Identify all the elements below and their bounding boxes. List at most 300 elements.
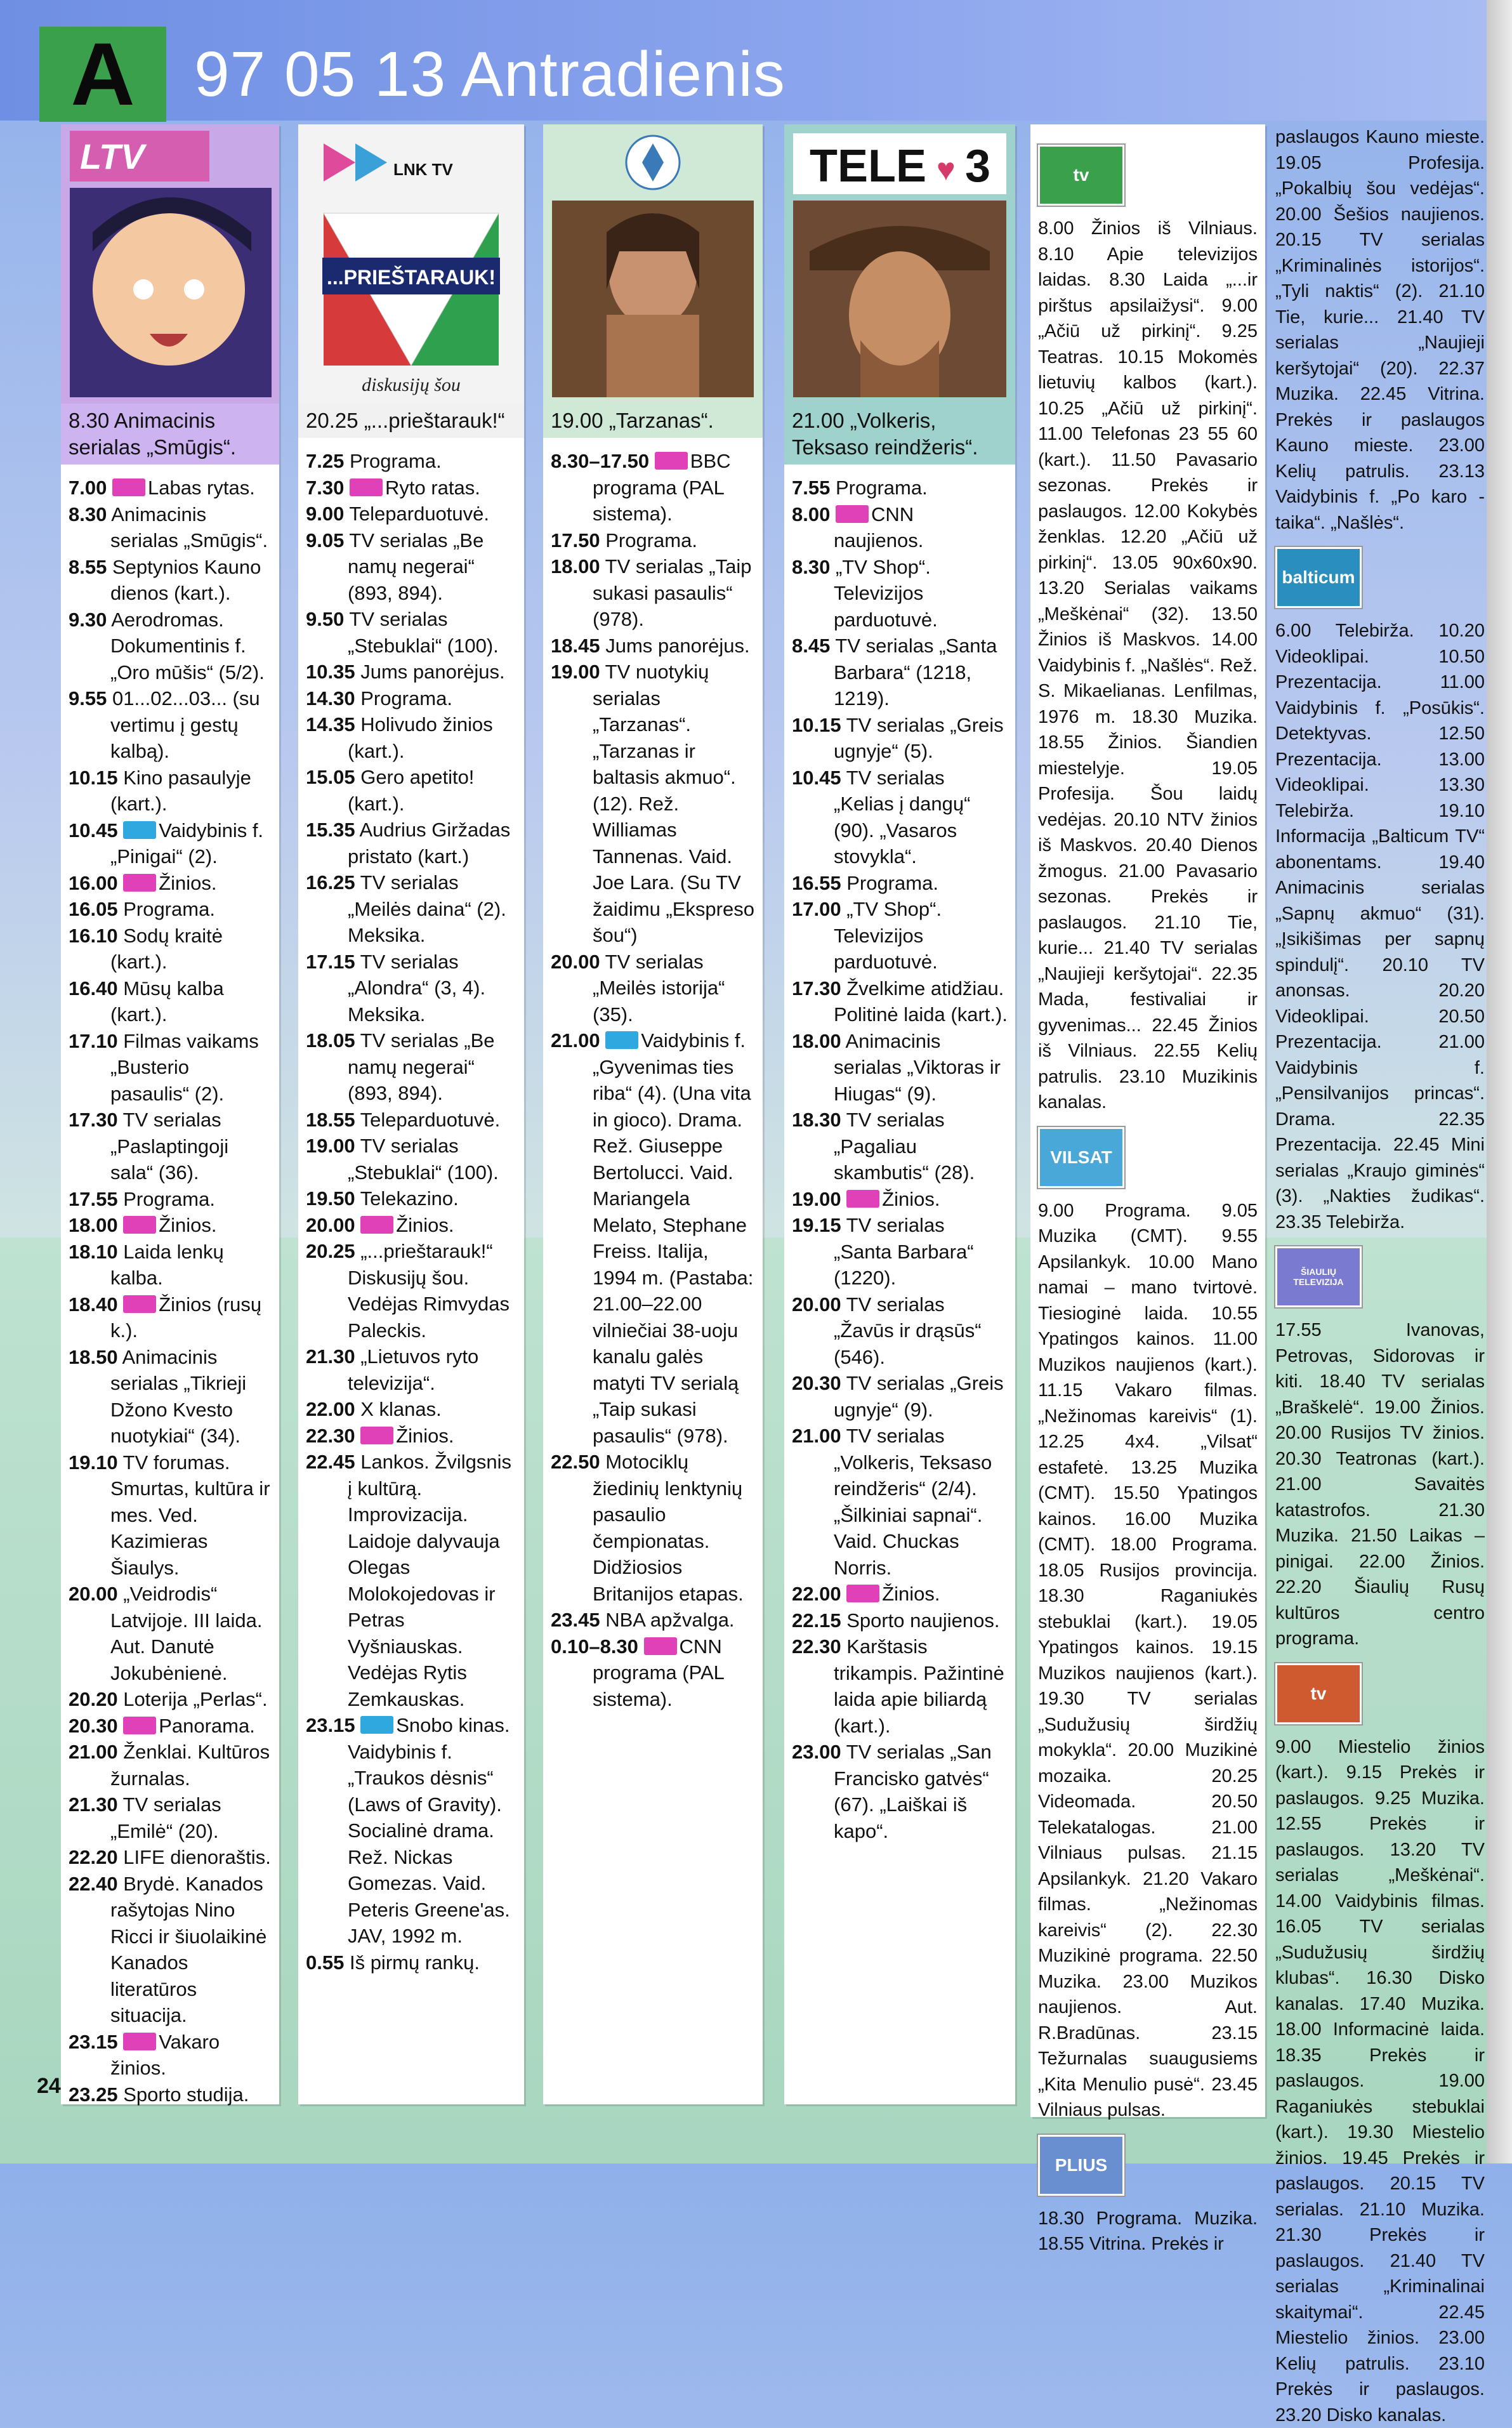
program-text: Telekazino.: [360, 1187, 459, 1210]
program-entry: [69, 1344, 272, 1449]
btv-logo-box: [543, 124, 763, 404]
lnk-logo-sign: ...PRIEŠTARAUK!: [327, 266, 496, 289]
program-text: Programa.: [605, 529, 697, 551]
channel-column-btv: [543, 124, 763, 2104]
program-time: 19.50: [306, 1187, 355, 1210]
channel-logo-text: tv: [1074, 165, 1089, 185]
program-text: TV serialas „Stebuklai“ (100).: [348, 608, 499, 657]
program-entry: [306, 501, 516, 527]
tv-icon: [846, 1585, 879, 1602]
program-text: Panorama.: [159, 1715, 255, 1737]
program-entry: [792, 1028, 1008, 1107]
program-text: Programa.: [836, 477, 928, 499]
program-text: Kino pasaulyje (kart.).: [110, 767, 251, 815]
program-time: 18.30: [792, 1109, 841, 1131]
program-entry: [551, 1027, 755, 1449]
program-time: 9.30: [69, 609, 107, 631]
program-entry: [306, 1712, 516, 1950]
program-entry: [551, 949, 755, 1028]
program-text: Holivudo žinios (kart.).: [348, 713, 493, 762]
program-entry: [551, 1607, 755, 1633]
program-entry: [69, 1449, 272, 1581]
program-text: Jums panorėjus.: [605, 635, 749, 657]
channel-logo: [1275, 547, 1362, 608]
program-time: 8.45: [792, 635, 830, 657]
program-time: 21.00: [792, 1425, 841, 1447]
program-entry: [306, 527, 516, 607]
btv-program-list: [551, 448, 755, 1712]
program-entry: [306, 817, 516, 869]
program-text: TV serialas „Taip sukasi pasaulis“ (978).: [593, 555, 752, 630]
tv-icon: [644, 1637, 677, 1655]
program-entry: [551, 1633, 755, 1713]
svg-text:TELE: TELE: [810, 141, 926, 192]
program-text: Žinios.: [159, 872, 216, 894]
program-entry: [551, 553, 755, 633]
regional-schedule: 18.30 Programa. Muzika. 18.55 Vitrina. Prekės ir: [1038, 2206, 1258, 2257]
program-text: Laida lenkų kalba.: [110, 1241, 224, 1290]
program-entry: [792, 1291, 1008, 1371]
program-entry: [551, 633, 755, 659]
program-text: Animacinis serialas „Smūgis“.: [110, 503, 268, 552]
program-time: 0.55: [306, 1951, 344, 1974]
program-entry: [69, 1713, 272, 1739]
program-time: 22.00: [306, 1398, 355, 1420]
program-entry: [306, 1396, 516, 1423]
program-text: TV serialas „Be namų negerai“ (893, 894).: [348, 1029, 495, 1104]
program-entry: [792, 712, 1008, 765]
program-entry: [69, 1291, 272, 1344]
program-text: Lankos. Žvilgsnis į kultūrą. Improvizacija. Laidoje dalyvauja Olegas Molokojedovas ir Petras Vyšniauskas. Vedėjas Rytis Zemkauskas.: [348, 1451, 511, 1710]
program-text: Vaidybinis f. „Pinigai“ (2).: [110, 819, 263, 868]
program-entry: [551, 448, 755, 527]
program-text: Audrius Giržadas pristato (kart.): [348, 819, 510, 868]
program-text: Snobo kinas. Vaidybinis f. „Traukos dėsnis“ (Laws of Gravity). Socialinė drama. Rež. Nickas Gomezas. Vaid. Peteris Greene'as. JAV, 1992 m.: [348, 1714, 510, 1947]
tv-icon: [846, 1190, 879, 1208]
program-time: 7.30: [306, 477, 344, 499]
program-time: 18.00: [792, 1030, 841, 1052]
program-text: Ryto ratas.: [385, 477, 480, 499]
program-entry: [792, 870, 1008, 897]
program-time: 17.50: [551, 529, 600, 551]
program-text: Sodų kraitė (kart.).: [110, 925, 223, 973]
program-time: 8.30: [69, 503, 107, 525]
program-time: 17.00: [792, 898, 841, 920]
page-title: 97 05 13 Antradienis: [194, 38, 786, 111]
program-entry: [551, 659, 755, 949]
program-entry: [306, 1950, 516, 1976]
program-time: 19.00: [792, 1188, 841, 1210]
program-text: TV serialas „Meilės istorija“ (35).: [593, 951, 725, 1026]
program-time: 10.45: [792, 767, 841, 789]
program-text: Vakaro žinios.: [110, 2031, 220, 2080]
program-text: TV serialas „Greis ugnyje“ (5).: [834, 714, 1004, 763]
program-entry: [792, 501, 1008, 554]
program-entry: [792, 1633, 1008, 1739]
program-entry: [69, 1239, 272, 1291]
channel-logo-text: PLIUS: [1055, 2155, 1107, 2175]
program-time: 23.00: [792, 1741, 841, 1763]
program-time: 23.25: [69, 2083, 118, 2106]
channel-logo-text: tv: [1311, 1684, 1327, 1704]
film-icon: [605, 1031, 638, 1049]
tv-icon: [112, 478, 145, 496]
program-time: 18.45: [551, 635, 600, 657]
program-entry: [792, 765, 1008, 870]
program-entry: [69, 1871, 272, 2029]
program-time: 22.40: [69, 1873, 118, 1895]
lnk-logo-sub: diskusijų šou: [362, 374, 461, 395]
film-icon: [360, 1716, 393, 1734]
lnk-program-list: [306, 448, 516, 1976]
program-text: BBC programa (PAL sistema).: [593, 450, 731, 525]
tele3-highlight: 21.00 „Volkeris, Teksaso reindžeris“.: [784, 404, 1015, 465]
program-entry: [69, 1686, 272, 1713]
program-text: TV nuotykių serialas „Tarzanas“. „Tarzanas ir baltasis akmuo“. (12). Rež. Williamas Tannenas. Vaid. Joe Lara. (Su TV žaidimu „Ekspreso šou“): [593, 661, 754, 946]
program-entry: [69, 501, 272, 554]
program-text: TV serialas „Alondra“ (3, 4). Meksika.: [348, 951, 485, 1026]
channel-column-tele3: [784, 124, 1015, 2104]
regional-column-right: [1275, 124, 1485, 2428]
program-time: 21.30: [69, 1793, 118, 1816]
program-text: Aerodromas. Dokumentinis f. „Oro mūšis“ (5/2).: [110, 609, 265, 683]
channel-logo: [1275, 1663, 1362, 1724]
program-entry: [69, 896, 272, 923]
program-time: 22.30: [306, 1425, 355, 1447]
program-text: Brydė. Kanados rašytojas Nino Ricci ir šiuolaikinė Kanados literatūros situacija.: [110, 1873, 266, 2027]
ltv-logo-box: [61, 124, 279, 404]
program-time: 17.10: [69, 1030, 118, 1052]
program-text: X klanas.: [360, 1398, 442, 1420]
program-time: 20.30: [69, 1715, 118, 1737]
tv-icon: [360, 1427, 393, 1444]
program-time: 8.30: [792, 556, 830, 578]
program-time: 18.55: [306, 1109, 355, 1131]
program-text: TV serialas „Pagaliau skambutis“ (28).: [834, 1109, 975, 1184]
svg-text:LTV: LTV: [80, 136, 147, 176]
program-entry: [792, 1581, 1008, 1607]
regional-column-left: [1030, 124, 1265, 2117]
program-time: 18.00: [69, 1214, 118, 1236]
program-text: Žinios.: [882, 1188, 940, 1210]
program-entry: [306, 659, 516, 685]
tv-icon: [123, 874, 156, 892]
program-time: 22.15: [792, 1609, 841, 1632]
program-time: 10.15: [792, 714, 841, 736]
program-entry: [792, 1186, 1008, 1213]
program-time: 17.30: [792, 977, 841, 1000]
channel-logo: [1275, 1246, 1362, 1307]
ltv-program-list: [69, 475, 272, 2108]
program-entry: [69, 554, 272, 607]
program-entry: [69, 975, 272, 1028]
program-text: TV serialas „Emilė“ (20).: [110, 1793, 221, 1842]
program-entry: [792, 475, 1008, 501]
program-text: CNN programa (PAL sistema).: [593, 1635, 724, 1710]
program-text: „...prieštarauk!“ Diskusijų šou. Vedėjas Rimvydas Paleckis.: [348, 1240, 509, 1342]
program-entry: [792, 1107, 1008, 1186]
program-text: „Veidrodis“ Latvijoje. III laida. Aut. Danutė Jokubėnienė.: [110, 1583, 263, 1684]
program-time: 19.00: [551, 661, 600, 683]
program-text: Žinios (rusų k.).: [110, 1293, 261, 1342]
program-time: 18.50: [69, 1346, 118, 1368]
program-time: 18.05: [306, 1029, 355, 1052]
tv-icon: [123, 1295, 156, 1313]
program-time: 7.25: [306, 450, 344, 472]
program-time: 20.00: [551, 951, 600, 973]
program-entry: [792, 1423, 1008, 1581]
program-time: 22.00: [792, 1583, 841, 1605]
program-entry: [792, 1212, 1008, 1291]
regional-schedule: 9.00 Miestelio žinios (kart.). 9.15 Prekės ir paslaugos. 9.25 Muzika. 12.55 Prekės ir paslaugos. 13.20 TV serialas „Meškėnai“. 14.00 Vaidybinis filmas. 16.05 TV serialas „Sudužusių širdžių klubas“. 16.30 Disko kanalas. 17.40 Muzika. 18.00 Informacinė laida. 18.35 Prekės ir paslaugos. 19.00 Raganiukės stebuklai (kart.). 19.30 Miestelio žinios. 19.45 Prekės ir paslaugos. 20.15 TV serialas. 21.10 Muzika. 21.30 Prekės ir paslaugos. 21.40 TV serialas „Kriminalinai skaitymai“. 22.45 Miestelio žinios. 23.00 Kelių patrulis. 23.10 Prekės ir paslaugos. 23.20 Disko kanalas.: [1275, 1734, 1485, 2428]
program-entry: [69, 607, 272, 686]
program-entry: [306, 711, 516, 764]
program-text: Loterija „Perlas“.: [123, 1688, 267, 1710]
program-entry: [69, 1107, 272, 1186]
program-entry: [792, 1607, 1008, 1634]
program-time: 16.55: [792, 872, 841, 894]
channel-column-ltv: [61, 124, 279, 2104]
program-entry: [69, 1844, 272, 1871]
program-text: Animacinis serialas „Tikrieji Džono Kvesto nuotykiai“ (34).: [110, 1346, 246, 1448]
program-entry: [69, 475, 272, 501]
program-time: 20.00: [69, 1583, 118, 1605]
program-entry: [69, 765, 272, 817]
program-entry: [69, 1581, 272, 1686]
program-entry: [306, 685, 516, 712]
program-time: 18.10: [69, 1241, 118, 1263]
program-text: TV serialas „Greis ugnyje“ (9).: [834, 1372, 1004, 1421]
program-time: 0.10–8.30: [551, 1635, 638, 1658]
channel-logo: [1038, 145, 1124, 206]
program-entry: [69, 685, 272, 765]
program-entry: [69, 870, 272, 897]
program-text: Programa.: [123, 1188, 215, 1210]
program-text: Mūsų kalba (kart.).: [110, 977, 224, 1026]
program-entry: [792, 1370, 1008, 1423]
program-text: Sporto naujienos.: [846, 1609, 999, 1632]
program-time: 8.00: [792, 503, 830, 525]
program-text: Teleparduotuvė.: [349, 503, 489, 525]
program-text: Programa.: [846, 872, 938, 894]
program-entry: [551, 527, 755, 554]
program-time: 22.45: [306, 1451, 355, 1473]
program-entry: [306, 1423, 516, 1449]
program-text: Vaidybinis f. „Gyvenimas ties riba“ (4). (Una vita in gioco). Drama. Rež. Giuseppe Bertolucci. Vaid. Mariangela Melato, Stephane Freiss. Italija, 1994 m. (Pastaba: 21.00–22.00 vilniečiai 38-uoju kanalu galės matyti TV serialą „Taip sukasi pasaulis“ (978).: [593, 1029, 753, 1447]
program-entry: [792, 975, 1008, 1028]
program-entry: [306, 1212, 516, 1239]
tele3-logo-box: [784, 124, 1015, 404]
program-time: 21.00: [551, 1029, 600, 1052]
program-text: TV serialas „Volkeris, Teksaso reindžeris“ (2/4). „Šilkiniai sapnai“. Vaid. Chuckas Norris.: [834, 1425, 992, 1579]
program-time: 21.30: [306, 1345, 355, 1368]
program-text: Sporto studija.: [123, 2083, 249, 2106]
program-entry: [306, 1185, 516, 1212]
program-text: TV serialas „Be namų negerai“ (893, 894).: [348, 529, 483, 604]
svg-text:3: 3: [965, 141, 990, 192]
tele3-program-list: [792, 475, 1008, 1844]
program-text: TV serialas „Kelias į dangų“ (90). „Vasaros stovykla“.: [834, 767, 970, 868]
program-entry: [69, 817, 272, 870]
program-time: 16.05: [69, 898, 118, 920]
program-time: 16.25: [306, 871, 355, 894]
tv-icon: [350, 478, 383, 496]
program-time: 9.50: [306, 608, 344, 630]
program-time: 20.20: [69, 1688, 118, 1710]
program-time: 19.00: [306, 1135, 355, 1157]
program-time: 22.20: [69, 1846, 118, 1868]
program-time: 19.10: [69, 1451, 118, 1474]
lnk-highlight: 20.25 „...prieštarauk!“: [298, 404, 524, 438]
program-text: Animacinis serialas „Viktoras ir Hiugas“ (9).: [834, 1030, 1001, 1105]
program-time: 10.45: [69, 819, 118, 841]
program-entry: [69, 1739, 272, 1791]
program-text: Žinios.: [396, 1425, 454, 1447]
program-entry: [69, 2082, 272, 2108]
regional-schedule: paslaugos Kauno mieste. 19.05 Profesija. „Pokalbių šou vedėjas“. 20.00 Šešios naujienos. 20.15 TV serialas „Kriminalinės istorijos“. „Tyli naktis“ (2). 21.10 Tie, kurie... 21.40 TV serialas „Naujieji keršytojai“ (20). 22.37 Muzika. 22.45 Vitrina. Prekės ir paslaugos Kauno mieste. 23.00 Kelių patrulis. 23.13 Vaidybinis f. „Po karo - taika“. „Našlės“.: [1275, 124, 1485, 536]
program-text: TV serialas „Stebuklai“ (100).: [348, 1135, 499, 1184]
program-text: „Lietuvos ryto televizija“.: [348, 1345, 478, 1394]
program-time: 23.15: [306, 1714, 355, 1736]
program-entry: [792, 554, 1008, 633]
program-text: Žinios.: [396, 1214, 454, 1236]
program-entry: [306, 1133, 516, 1185]
channel-logo-text: ŠIAULIŲ TELEVIZIJA: [1277, 1267, 1360, 1287]
regional-schedule: 9.00 Programa. 9.05 Muzika (CMT). 9.55 Apsilankyk. 10.00 Mano namai – mano tvirtovė. Tiesioginė laida. 10.55 Ypatingos kainos. 11.00 Muzikos naujienos (kart.). 11.15 Vakaro filmas. „Nežinomas kareivis“ (1). 12.25 4x4. „Vilsat“ estafetė. 13.25 Muzika (CMT). 15.50 Ypatingos kainos. 16.00 Muzika (CMT). 18.00 Programa. 18.05 Rusijos provincija. 18.30 Raganiukės stebuklai (kart.). 19.05 Ypatingos kainos. 19.15 Muzikos naujienos (kart.). 19.30 TV serialas „Sudužusių širdžių mokykla“. 20.00 Muzikinė mozaika. 20.25 Videomada. 20.50 Telekatalogas. 21.00 Vilniaus pulsas. 21.15 Apsilankyk. 21.20 Vakaro filmas. „Nežinomas kareivis“ (2). 22.30 Muzikinė programa. 22.50 Muzika. 23.00 Muzikos naujienos. Aut. R.Bradūnas. 23.15 Težurnalas suaugusiems „Kita Menulio pusė“. 23.45 Vilniaus pulsas.: [1038, 1198, 1258, 2123]
tv-icon: [123, 1216, 156, 1234]
program-time: 10.15: [69, 767, 118, 789]
program-text: Jums panorėjus.: [360, 661, 504, 683]
program-time: 20.25: [306, 1240, 355, 1262]
program-time: 7.00: [69, 477, 107, 499]
program-time: 16.00: [69, 872, 118, 894]
regional-schedule: 17.55 Ivanovas, Petrovas, Sidorovas ir kiti. 18.40 TV serialas „Braškelė“. 19.00 Žinios. 20.00 Rusijos TV žinios. 20.30 Teatronas (kart.). 21.00 Savaitės katastrofos. 21.30 Muzika. 21.50 Laikas – pinigai. 22.00 Žinios. 22.20 Šiaulių Rusų kultūros centro programa.: [1275, 1317, 1485, 1652]
program-text: Teleparduotuvė.: [360, 1109, 501, 1131]
program-time: 23.15: [69, 2031, 118, 2053]
tv-icon: [836, 505, 869, 523]
program-entry: [551, 1449, 755, 1607]
page-number: 24: [37, 2074, 61, 2099]
program-time: 17.55: [69, 1188, 118, 1210]
program-time: 8.30–17.50: [551, 450, 649, 472]
program-text: NBA apžvalga.: [605, 1609, 734, 1631]
program-entry: [69, 1212, 272, 1239]
program-time: 20.30: [792, 1372, 841, 1394]
program-entry: [306, 475, 516, 501]
program-text: Programa.: [360, 687, 452, 709]
program-time: 18.40: [69, 1293, 118, 1316]
tv-icon: [655, 452, 688, 470]
program-time: 15.35: [306, 819, 355, 841]
program-text: Septynios Kauno dienos (kart.).: [110, 556, 261, 605]
svg-text:♥: ♥: [937, 152, 956, 187]
program-text: TV serialas „Meilės daina“ (2). Meksika.: [348, 871, 506, 946]
program-time: 10.35: [306, 661, 355, 683]
tv-icon: [123, 2033, 156, 2050]
program-time: 7.55: [792, 477, 830, 499]
day-letter: A: [39, 27, 166, 122]
program-time: 17.15: [306, 951, 355, 973]
program-text: TV forumas. Smurtas, kultūra ir mes. Ved. Kazimieras Šiaulys.: [110, 1451, 270, 1579]
tv-icon: [123, 1717, 156, 1734]
program-entry: [306, 1449, 516, 1712]
program-text: Gero apetito! (kart.).: [348, 766, 474, 815]
program-time: 15.05: [306, 766, 355, 788]
program-time: 8.55: [69, 556, 107, 578]
program-entry: [306, 1107, 516, 1133]
channel-logo: [1038, 1127, 1124, 1188]
btv-highlight: 19.00 „Tarzanas“.: [543, 404, 763, 438]
program-text: Filmas vaikams „Busterio pasaulis“ (2).: [110, 1030, 259, 1105]
program-text: Programa.: [350, 450, 442, 472]
channel-logo-text: balticum: [1282, 567, 1355, 588]
program-time: 19.15: [792, 1214, 841, 1236]
program-text: Labas rytas.: [148, 477, 255, 499]
channel-logo: [1038, 2135, 1124, 2196]
program-text: Iš pirmų rankų.: [350, 1951, 480, 1974]
program-entry: [306, 949, 516, 1028]
program-text: Žvelkime atidžiau. Politinė laida (kart.).: [834, 977, 1008, 1026]
program-entry: [69, 923, 272, 975]
program-time: 22.30: [792, 1635, 841, 1658]
program-time: 16.40: [69, 977, 118, 1000]
program-entry: [69, 1791, 272, 1844]
program-time: 23.45: [551, 1609, 600, 1631]
program-time: 17.30: [69, 1109, 118, 1131]
program-text: TV serialas „Paslaptingoji sala“ (36).: [110, 1109, 228, 1184]
program-entry: [792, 896, 1008, 975]
program-time: 14.35: [306, 713, 355, 736]
program-entry: [306, 1238, 516, 1343]
program-time: 14.30: [306, 687, 355, 709]
program-time: 16.10: [69, 925, 118, 947]
channel-logo-text: VILSAT: [1050, 1147, 1112, 1168]
program-text: Programa.: [123, 898, 215, 920]
program-entry: [306, 448, 516, 475]
film-icon: [123, 821, 156, 839]
program-time: 9.55: [69, 687, 107, 709]
program-time: 22.50: [551, 1451, 600, 1473]
program-text: Ženklai. Kultūros žurnalas.: [110, 1741, 270, 1790]
program-time: 9.00: [306, 503, 344, 525]
program-text: Karštasis trikampis. Pažintinė laida apie biliardą (kart.).: [834, 1635, 1004, 1737]
tv-icon: [360, 1216, 393, 1234]
ltv-highlight: 8.30 Animacinis serialas „Smūgis“.: [61, 404, 279, 465]
program-text: 01...02...03... (su vertimu į gestų kalbą).: [110, 687, 260, 762]
program-entry: [306, 1343, 516, 1396]
program-text: Žinios.: [882, 1583, 940, 1605]
program-text: TV serialas „Santa Barbara“ (1220).: [834, 1214, 974, 1289]
program-entry: [792, 1739, 1008, 1844]
program-text: CNN naujienos.: [834, 503, 923, 552]
program-time: 20.00: [306, 1214, 355, 1236]
program-text: „TV Shop“. Televizijos parduotuvė.: [834, 556, 938, 631]
program-time: 9.05: [306, 529, 344, 551]
program-entry: [306, 764, 516, 817]
program-entry: [69, 1028, 272, 1107]
program-text: Motociklų žiedinių lenktynių pasaulio čempionatas. Didžiosios Britanijos etapas.: [593, 1451, 744, 1605]
channel-column-lnk: [298, 124, 524, 2104]
program-entry: [69, 2029, 272, 2082]
regional-schedule: 6.00 Telebirža. 10.20 Videoklipai. 10.50 Prezentacija. 11.00 Vaidybinis f. „Posūkis“. Detektyvas. 12.50 Prezentacija. 13.00 Videoklipai. 13.30 Telebirža. 19.10 Informacija „Balticum TV“ abonentams. 19.40 Animacinis serialas „Sapnų akmuo“ (31). „Įsikišimas per sapnų spindulį“. 20.10 TV anonsas. 20.20 Videoklipai. 20.50 Prezentacija. 21.00 Vaidybinis f. „Pensilvanijos princas“. Drama. 22.35 Prezentacija. 22.45 Mini serialas „Kraujo giminės“ (3). „Nakties žudikas“. 23.35 Telebirža.: [1275, 618, 1485, 1235]
program-entry: [306, 869, 516, 949]
program-text: TV serialas „San Francisko gatvės“ (67). „Laiškai iš kapo“.: [834, 1741, 992, 1842]
program-text: TV serialas „Žavūs ir drąsūs“ (546).: [834, 1293, 982, 1368]
page-edge: [1487, 0, 1512, 2163]
program-text: LIFE dienoraštis.: [123, 1846, 271, 1868]
program-entry: [69, 1186, 272, 1213]
program-text: TV serialas „Santa Barbara“ (1218, 1219).: [834, 635, 997, 709]
